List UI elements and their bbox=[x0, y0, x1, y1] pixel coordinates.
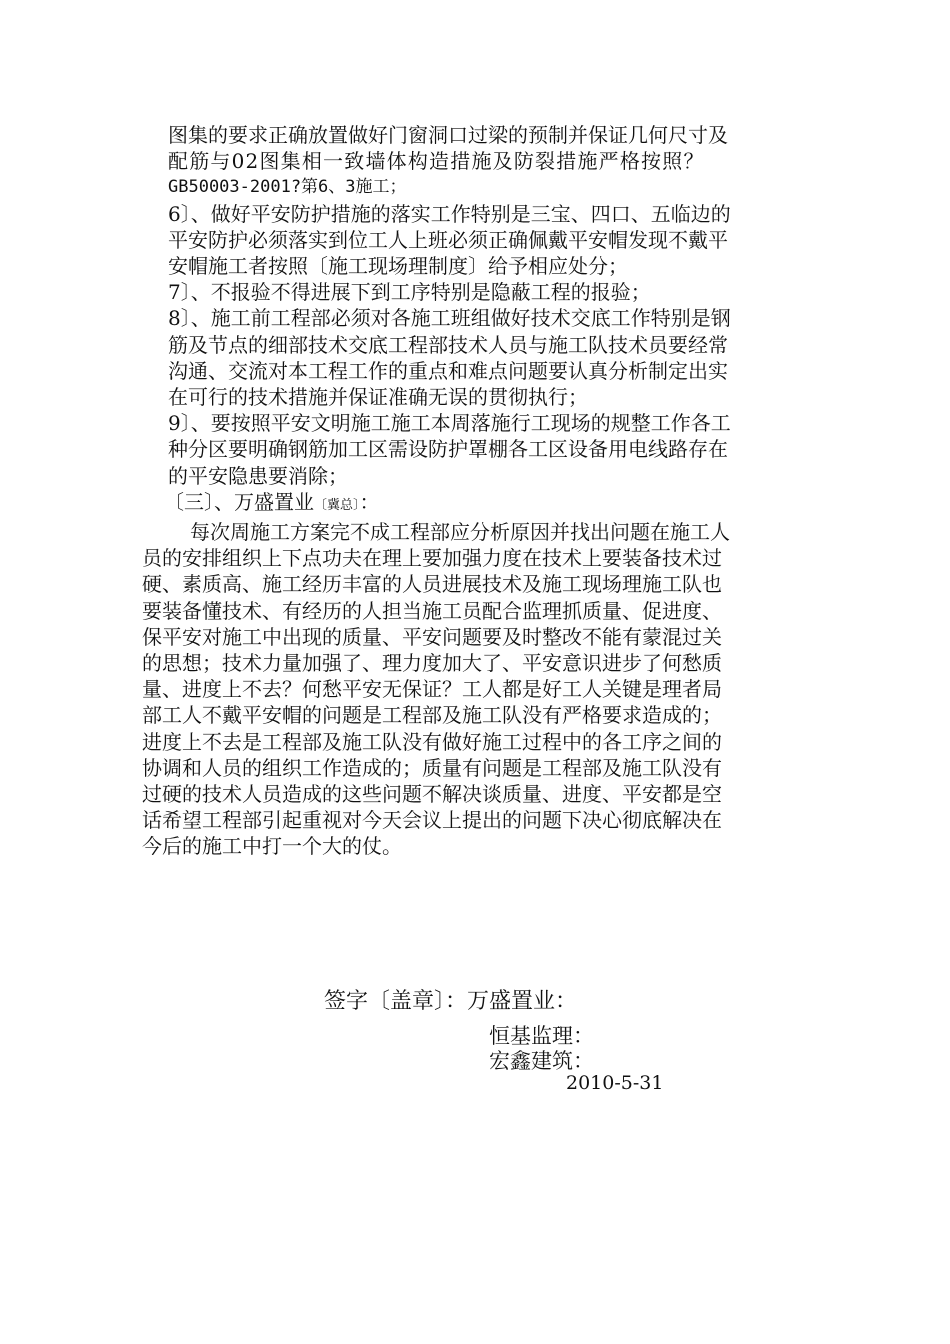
section-heading-title: 〔三〕、万盛置业 bbox=[164, 489, 314, 514]
document-body bbox=[142, 122, 810, 860]
text-line: 安帽施工者按照〔施工现场理制度〕给予相应处分； bbox=[168, 254, 628, 279]
signature-date: 2010-5-31 bbox=[566, 1072, 664, 1094]
paragraph-line: 过硬的技术人员造成的这些问题不解决谈质量、进度、平安都是空 bbox=[142, 782, 722, 807]
signature-supervisor: 恒基监理： bbox=[489, 1024, 594, 1048]
text-line: 沟通、交流对本工程工作的重点和难点问题要认真分析制定出实 bbox=[168, 358, 728, 383]
list-item-8: 8〕、施工前工程部必须对各施工班组做好技术交底工作特别是钢 bbox=[168, 306, 731, 331]
paragraph-line: 协调和人员的组织工作造成的；质量有问题是工程部及施工队没有 bbox=[142, 755, 722, 780]
text-line: 在可行的技术措施并保证准确无误的贯彻执行； bbox=[168, 385, 588, 410]
text-line: 平安防护必须落实到位工人上班必须正确佩戴平安帽发现不戴平 bbox=[168, 227, 728, 252]
paragraph-line: 部工人不戴平安帽的问题是工程部及施工队没有严格要求造成的； bbox=[142, 703, 722, 728]
paragraph-line: 进度上不去是工程部及施工队没有做好施工过程中的各工序之间的 bbox=[142, 729, 722, 754]
signature-label: 签字〔盖章〕：万盛置业： bbox=[324, 989, 578, 1014]
paragraph-line: 话希望工程部引起重视对今天会议上提出的问题下决心彻底解决在 bbox=[142, 808, 722, 833]
list-item-6: 6〕、做好平安防护措施的落实工作特别是三宝、四口、五临边的 bbox=[168, 201, 731, 226]
paragraph-line: 保平安对施工中出现的质量、平安问题要及时整改不能有蒙混过关 bbox=[142, 624, 722, 649]
section-heading-colon: ： bbox=[359, 489, 380, 514]
paragraph-line: 每次周施工方案完不成工程部应分析原因并找出问题在施工人 bbox=[190, 520, 730, 545]
paragraph-line: 量、进度上不去？何愁平安无保证？工人都是好工人关键是理者局 bbox=[142, 677, 722, 702]
list-item-7: 7〕、不报验不得进展下到工序特别是隐蔽工程的报验； bbox=[168, 280, 651, 305]
paragraph-line: 今后的施工中打一个大的仗。 bbox=[142, 834, 402, 859]
text-line: 配筋与02图集相一致墙体构造措施及防裂措施严格按照？ bbox=[168, 149, 705, 174]
paragraph-line: 的思想；技术力量加强了、理力度加大了、平安意识进步了何愁质 bbox=[142, 651, 722, 676]
paragraph-line: 员的安排组织上下点功夫在理上要加强力度在技术上要装备技术过 bbox=[142, 546, 722, 571]
section-heading-note: 〔冀总〕 bbox=[314, 497, 360, 513]
paragraph-line: 硬、素质高、施工经历丰富的人员进展技术及施工现场理施工队也 bbox=[142, 572, 722, 597]
paragraph-line: 要装备懂技术、有经历的人担当施工员配合监理抓质量、促进度、 bbox=[142, 598, 722, 623]
list-item-9: 9〕、要按照平安文明施工施工本周落施行工现场的规整工作各工 bbox=[168, 411, 731, 436]
text-line: 图集的要求正确放置做好门窗洞口过梁的预制并保证几何尺寸及 bbox=[168, 123, 728, 147]
signature-contractor: 宏鑫建筑： bbox=[489, 1049, 594, 1073]
text-line: GB50003-2001?第6、3施工； bbox=[168, 177, 407, 198]
section-heading bbox=[142, 489, 810, 519]
text-line: 的平安隐患要消除； bbox=[168, 463, 348, 488]
text-line: 筋及节点的细部技术交底工程部技术人员与施工队技术员要经常 bbox=[168, 332, 728, 357]
text-line: 种分区要明确钢筋加工区需设防护罩棚各工区设备用电线路存在 bbox=[168, 437, 728, 462]
